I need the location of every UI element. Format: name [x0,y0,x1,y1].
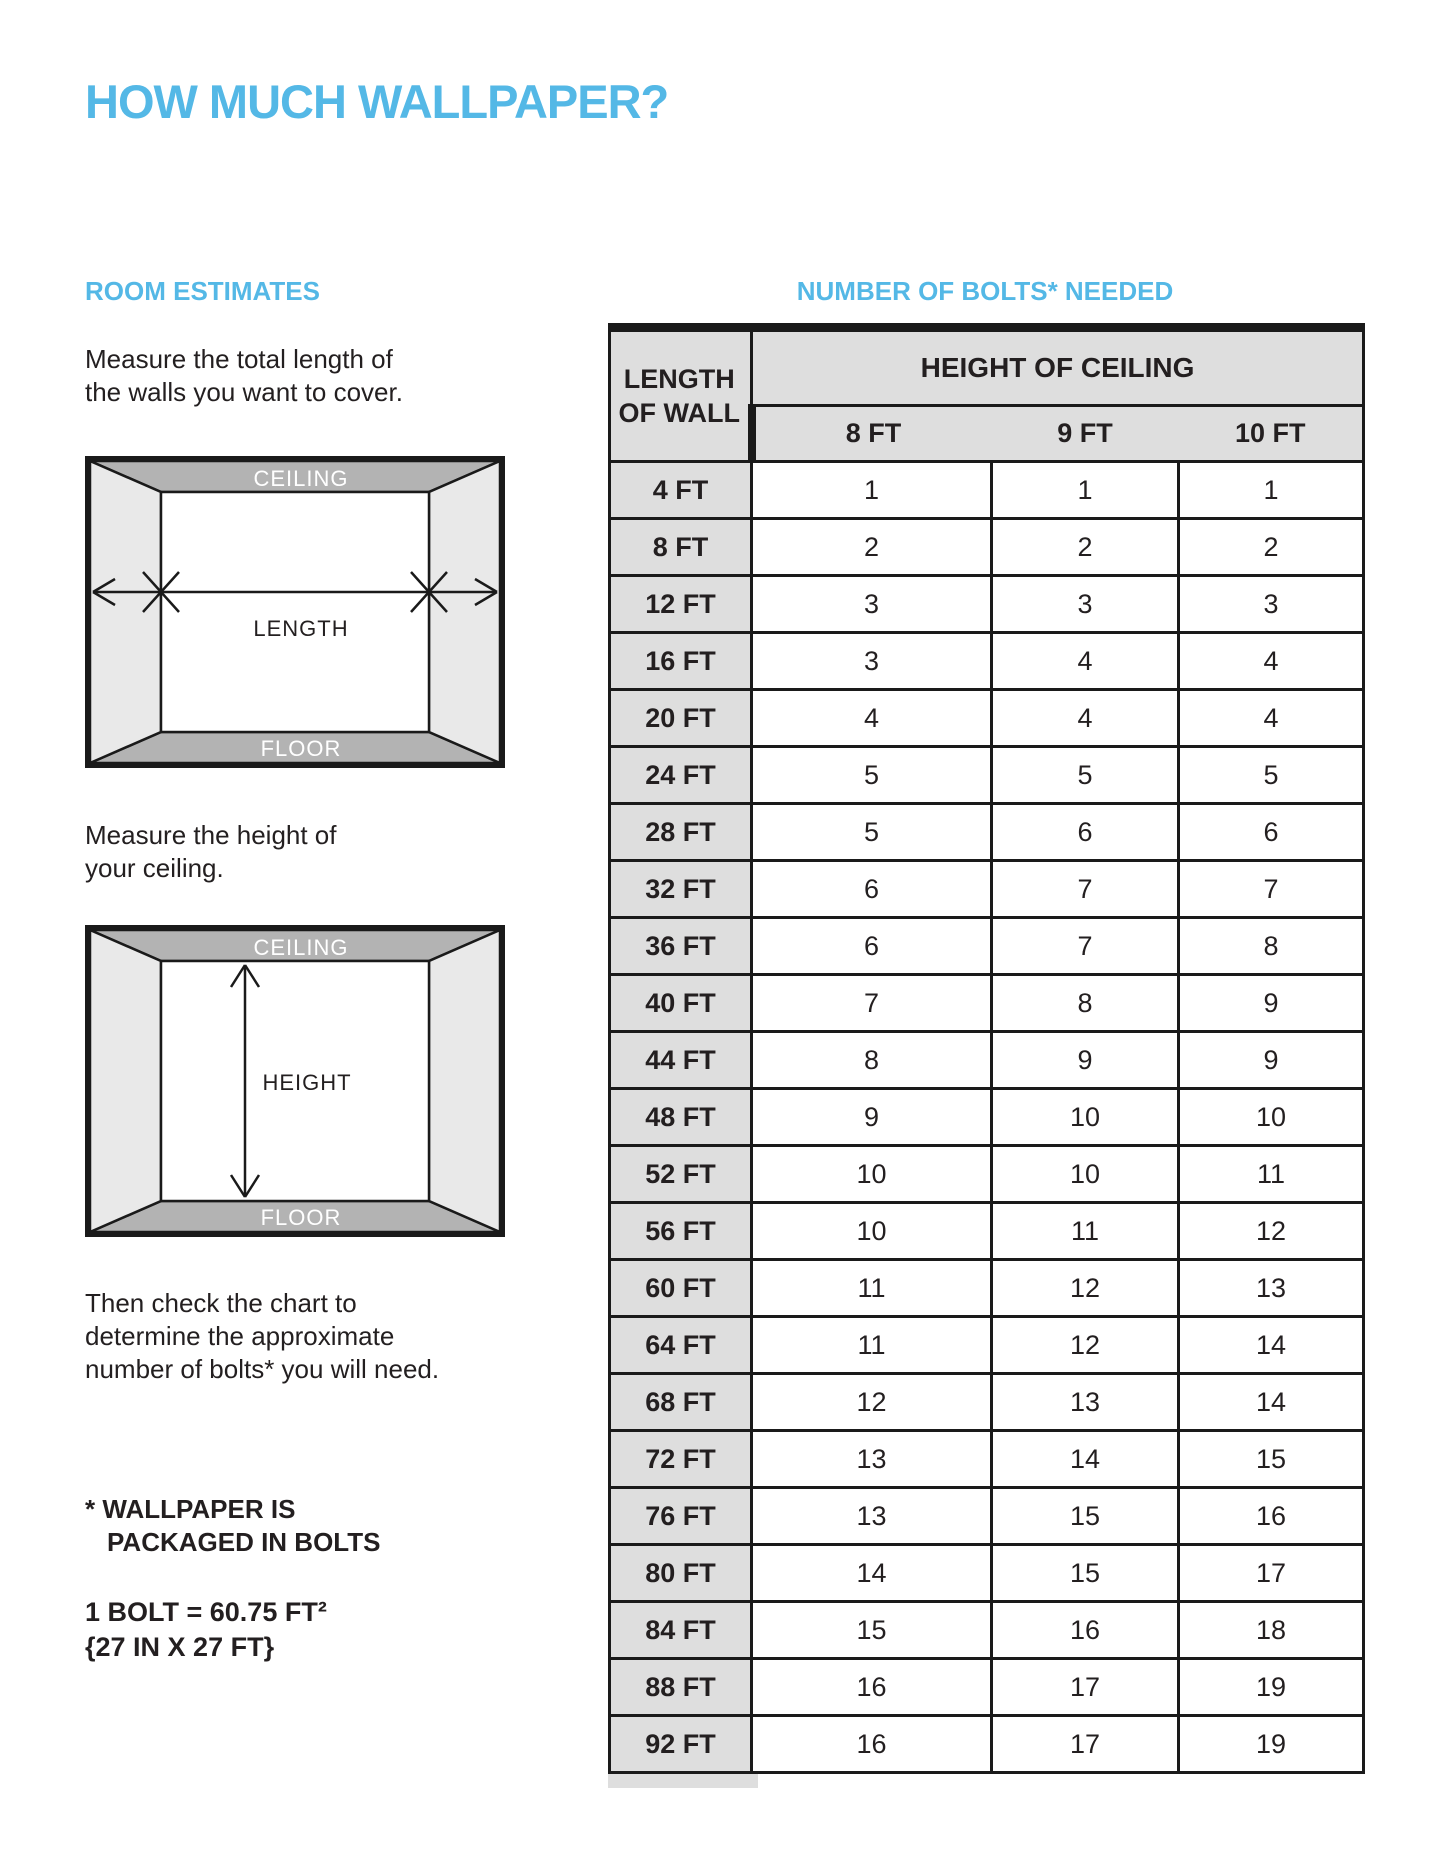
wall-length-cell: 12 FT [610,576,752,633]
bolts-needed-heading: NUMBER OF BOLTS* NEEDED [796,276,1174,306]
bolt-count-cell: 5 [1179,747,1364,804]
wall-length-cell: 68 FT [610,1374,752,1431]
table-row [610,1146,1364,1203]
bolt-count-cell: 14 [992,1431,1179,1488]
table-row [610,576,1364,633]
ceiling-label: CEILING [253,935,349,960]
wall-length-cell: 40 FT [610,975,752,1032]
bolt-count-cell: 14 [1179,1317,1364,1374]
wall-length-cell: 48 FT [610,1089,752,1146]
bolt-count-cell: 6 [752,861,992,918]
step3-line1: Then check the chart to [85,1288,357,1318]
bolt-count-cell: 5 [992,747,1179,804]
wall-length-cell: 80 FT [610,1545,752,1602]
col-header-10ft: 10 FT [1179,406,1364,462]
bolt-count-cell: 10 [752,1203,992,1260]
bolt-count-cell: 19 [1179,1716,1364,1773]
wall-length-cell: 88 FT [610,1659,752,1716]
bolt-count-cell: 19 [1179,1659,1364,1716]
bolt-count-cell: 18 [1179,1602,1364,1659]
wall-length-cell: 24 FT [610,747,752,804]
step3-line3: number of bolts* you will need. [85,1354,440,1384]
wall-length-cell: 92 FT [610,1716,752,1773]
bolt-count-cell: 3 [752,576,992,633]
wall-length-cell: 76 FT [610,1488,752,1545]
bolt-count-cell: 16 [752,1716,992,1773]
height-of-ceiling-header: HEIGHT OF CEILING [752,328,1364,406]
bolt-count-cell: 12 [992,1317,1179,1374]
step2-line2: your ceiling. [85,853,224,883]
bolt-count-cell: 3 [992,576,1179,633]
table-row [610,1203,1364,1260]
bolt-count-cell: 2 [752,519,992,576]
bolt-count-cell: 16 [752,1659,992,1716]
step3-instruction [85,1287,439,1386]
wall-length-cell: 56 FT [610,1203,752,1260]
table-row [610,1488,1364,1545]
wall-length-cell: 28 FT [610,804,752,861]
height-diagram [85,925,505,1237]
table-row [610,1032,1364,1089]
bolt-count-cell: 3 [752,633,992,690]
col-header-9ft: 9 FT [992,406,1179,462]
bolt-count-cell: 12 [1179,1203,1364,1260]
footnote-line2: PACKAGED IN BOLTS [107,1527,381,1557]
bolt-count-cell: 7 [752,975,992,1032]
bolt-count-cell: 11 [1179,1146,1364,1203]
bolt-count-cell: 3 [1179,576,1364,633]
bolts-table-panel [608,277,1362,1788]
right-wall [429,930,500,1232]
table-row [610,747,1364,804]
wall-length-cell: 60 FT [610,1260,752,1317]
wall-length-cell: 32 FT [610,861,752,918]
bolts-table [608,323,1365,1774]
table-row [610,519,1364,576]
bolts-footnote [85,1493,380,1559]
table-row [610,690,1364,747]
table-row [610,1716,1364,1773]
length-diagram [85,456,505,768]
bolt-info-line1: 1 BOLT = 60.75 FT² [85,1597,327,1627]
room-estimates-heading: ROOM ESTIMATES [85,276,320,306]
table-row [610,1260,1364,1317]
length-label: LENGTH [253,616,349,641]
bolt-count-cell: 10 [752,1146,992,1203]
table-row [610,1374,1364,1431]
table-row [610,1089,1364,1146]
bolt-count-cell: 14 [1179,1374,1364,1431]
bolt-count-cell: 11 [752,1260,992,1317]
wall-length-cell: 20 FT [610,690,752,747]
wall-length-cell: 16 FT [610,633,752,690]
wall-length-cell: 52 FT [610,1146,752,1203]
table-row [610,975,1364,1032]
left-wall [90,930,161,1232]
table-row [610,1659,1364,1716]
bolt-count-cell: 12 [992,1260,1179,1317]
bolt-count-cell: 5 [752,747,992,804]
bolt-info-line2: {27 IN X 27 FT} [85,1632,275,1662]
bolt-size-info [85,1595,327,1665]
bolt-count-cell: 4 [992,690,1179,747]
bolt-count-cell: 6 [1179,804,1364,861]
bolt-count-cell: 8 [992,975,1179,1032]
table-row [610,918,1364,975]
bolt-count-cell: 2 [992,519,1179,576]
bolt-count-cell: 4 [1179,690,1364,747]
bolt-count-cell: 10 [992,1089,1179,1146]
table-row [610,1602,1364,1659]
wall-length-cell: 4 FT [610,462,752,519]
bolt-count-cell: 15 [752,1602,992,1659]
bolt-count-cell: 9 [992,1032,1179,1089]
bolt-count-cell: 8 [1179,918,1364,975]
left-wall [90,461,161,763]
table-row [610,1317,1364,1374]
bolt-count-cell: 9 [752,1089,992,1146]
bolt-count-cell: 11 [752,1317,992,1374]
table-row [610,1545,1364,1602]
bolt-count-cell: 10 [1179,1089,1364,1146]
wall-length-cell: 72 FT [610,1431,752,1488]
step1-instruction [85,343,403,409]
table-header-row [610,328,1364,406]
floor-label: FLOOR [260,1205,342,1230]
wall-length-cell: 44 FT [610,1032,752,1089]
bolt-count-cell: 1 [992,462,1179,519]
bolt-count-cell: 13 [752,1431,992,1488]
bolt-count-cell: 2 [1179,519,1364,576]
bolt-count-cell: 13 [992,1374,1179,1431]
bolt-count-cell: 15 [1179,1431,1364,1488]
height-label: HEIGHT [262,1070,352,1095]
bolt-count-cell: 16 [1179,1488,1364,1545]
wall-length-cell: 36 FT [610,918,752,975]
bolt-count-cell: 5 [752,804,992,861]
length-of-wall-header [610,328,752,462]
bolt-count-cell: 7 [1179,861,1364,918]
step3-line2: determine the approximate [85,1321,395,1351]
table-row [610,633,1364,690]
table-row [610,462,1364,519]
footnote-line1: * WALLPAPER IS [85,1494,296,1524]
bolt-count-cell: 8 [752,1032,992,1089]
bolt-count-cell: 17 [992,1716,1179,1773]
bolt-count-cell: 7 [992,918,1179,975]
table-row [610,1431,1364,1488]
bolt-count-cell: 4 [752,690,992,747]
bolt-count-cell: 13 [1179,1260,1364,1317]
bolt-count-cell: 14 [752,1545,992,1602]
floor-label: FLOOR [260,736,342,761]
table-tail-strip [608,1774,758,1788]
col-header-8ft: 8 FT [752,406,992,462]
bolt-count-cell: 15 [992,1545,1179,1602]
bolt-count-cell: 1 [752,462,992,519]
bolt-count-cell: 7 [992,861,1179,918]
step1-line2: the walls you want to cover. [85,377,403,407]
bolt-count-cell: 10 [992,1146,1179,1203]
bolt-count-cell: 13 [752,1488,992,1545]
table-row [610,861,1364,918]
bolt-count-cell: 1 [1179,462,1364,519]
bolt-count-cell: 6 [752,918,992,975]
corner-line2: OF WALL [618,398,740,428]
room-estimates-panel [85,277,525,1727]
bolt-count-cell: 6 [992,804,1179,861]
page-title: HOW MUCH WALLPAPER? [85,75,669,128]
bolt-count-cell: 4 [992,633,1179,690]
right-wall [429,461,500,763]
table-row [610,804,1364,861]
wall-length-cell: 64 FT [610,1317,752,1374]
bolt-count-cell: 9 [1179,1032,1364,1089]
step2-line1: Measure the height of [85,820,337,850]
wall-length-cell: 8 FT [610,519,752,576]
bolt-count-cell: 12 [752,1374,992,1431]
bolt-count-cell: 9 [1179,975,1364,1032]
bolt-count-cell: 4 [1179,633,1364,690]
step1-line1: Measure the total length of [85,344,393,374]
back-wall [161,492,429,732]
bolt-count-cell: 17 [992,1659,1179,1716]
ceiling-label: CEILING [253,466,349,491]
bolt-count-cell: 15 [992,1488,1179,1545]
bolt-count-cell: 16 [992,1602,1179,1659]
bolt-count-cell: 17 [1179,1545,1364,1602]
corner-line1: LENGTH [623,364,735,394]
step2-instruction [85,819,337,885]
bolt-count-cell: 11 [992,1203,1179,1260]
wall-length-cell: 84 FT [610,1602,752,1659]
